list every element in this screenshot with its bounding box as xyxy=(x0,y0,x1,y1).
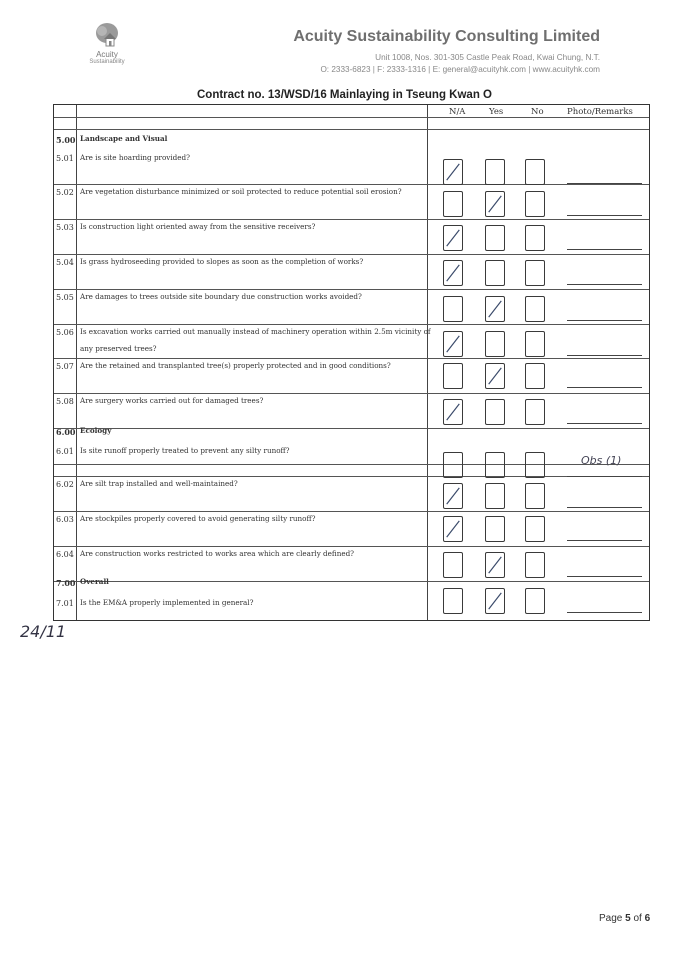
checkbox-na[interactable] xyxy=(443,191,463,217)
checkbox-na[interactable] xyxy=(443,260,463,286)
check-mark-icon xyxy=(486,297,504,321)
checkbox-na[interactable] xyxy=(443,225,463,251)
checkbox-no[interactable] xyxy=(525,260,545,286)
checkbox-no[interactable] xyxy=(525,452,545,478)
logo-text: Acuity xyxy=(96,50,118,59)
checkbox-no[interactable] xyxy=(525,191,545,217)
checkbox-yes[interactable] xyxy=(485,296,505,322)
checkbox-yes[interactable] xyxy=(485,159,505,185)
item-question: Is construction light oriented away from the sensitive receivers? xyxy=(80,222,316,231)
page-total: 6 xyxy=(644,913,651,924)
checkbox-na[interactable] xyxy=(443,483,463,509)
item-question: Is excavation works carried out manually instead of machinery operation within 2.5m vicinity of xyxy=(80,327,431,336)
tree-house-icon xyxy=(94,22,120,50)
item-question: Are stockpiles properly covered to avoid generating silty runoff? xyxy=(80,514,316,523)
section-number: 6.00 xyxy=(56,427,76,437)
company-address xyxy=(320,52,600,76)
checkbox-yes[interactable] xyxy=(485,225,505,251)
checkbox-yes[interactable] xyxy=(485,260,505,286)
check-mark-icon xyxy=(444,160,462,184)
remarks-line xyxy=(567,576,642,577)
remarks-line xyxy=(567,183,642,184)
contact-line: O: 2333-6823 | F: 2333-1316 | E: general@acuityhk.com | www.acuityhk.com xyxy=(320,65,600,74)
check-mark-icon xyxy=(486,589,504,613)
checkbox-yes[interactable] xyxy=(485,363,505,389)
checkbox-no[interactable] xyxy=(525,399,545,425)
item-question: Are construction works restricted to works area which are clearly defined? xyxy=(80,549,355,558)
item-number: 5.08 xyxy=(56,397,74,406)
checkbox-no[interactable] xyxy=(525,296,545,322)
column-header-no: No xyxy=(531,107,544,117)
check-mark-icon xyxy=(486,364,504,388)
remarks-line xyxy=(567,320,642,321)
checkbox-na[interactable] xyxy=(443,296,463,322)
remarks-line xyxy=(567,387,642,388)
checkbox-yes[interactable] xyxy=(485,452,505,478)
column-divider xyxy=(427,105,428,620)
checkbox-no[interactable] xyxy=(525,516,545,542)
check-mark-icon xyxy=(486,553,504,577)
item-question: Are is site hoarding provided? xyxy=(80,153,190,162)
item-number: 5.02 xyxy=(56,188,74,197)
checkbox-yes[interactable] xyxy=(485,399,505,425)
row-divider xyxy=(54,117,649,118)
item-question: Are surgery works carried out for damaged trees? xyxy=(80,396,264,405)
column-header-na: N/A xyxy=(449,107,466,117)
contract-title: Contract no. 13/WSD/16 Mainlaying in Tseung Kwan O xyxy=(197,89,492,101)
page-label: Page xyxy=(599,913,623,924)
item-number: 5.05 xyxy=(56,293,74,302)
column-header-remarks: Photo/Remarks xyxy=(567,107,633,117)
row-divider xyxy=(54,581,649,582)
remarks-line xyxy=(567,215,642,216)
page-of: of xyxy=(633,913,642,924)
remarks-line xyxy=(567,476,642,477)
check-mark-icon xyxy=(444,226,462,250)
checkbox-no[interactable] xyxy=(525,552,545,578)
remarks-line xyxy=(567,507,642,508)
check-mark-icon xyxy=(444,400,462,424)
handwritten-date: 24/11 xyxy=(20,622,67,641)
remarks-line xyxy=(567,612,642,613)
section-title: Overall xyxy=(80,577,109,586)
remarks-line xyxy=(567,355,642,356)
checkbox-no[interactable] xyxy=(525,483,545,509)
column-divider xyxy=(76,105,77,620)
item-question-continued: any preserved trees? xyxy=(80,344,157,353)
remarks-line xyxy=(567,540,642,541)
section-title: Ecology xyxy=(80,426,112,435)
handwritten-remark: Obs (1) xyxy=(581,454,622,467)
checklist-table xyxy=(53,104,650,621)
checkbox-na[interactable] xyxy=(443,588,463,614)
item-question: Is the EM&A properly implemented in general? xyxy=(80,598,254,607)
remarks-line xyxy=(567,423,642,424)
check-mark-icon xyxy=(444,484,462,508)
checkbox-no[interactable] xyxy=(525,159,545,185)
item-number: 5.07 xyxy=(56,362,74,371)
checkbox-yes[interactable] xyxy=(485,516,505,542)
checkbox-yes[interactable] xyxy=(485,483,505,509)
item-question: Are the retained and transplanted tree(s) properly protected and in good conditions? xyxy=(80,361,391,370)
logo-subtext: Sustainability xyxy=(89,59,125,65)
checkbox-no[interactable] xyxy=(525,225,545,251)
checkbox-na[interactable] xyxy=(443,399,463,425)
item-number: 7.01 xyxy=(56,599,74,608)
company-logo xyxy=(82,22,132,66)
check-mark-icon xyxy=(444,517,462,541)
item-number: 6.01 xyxy=(56,447,74,456)
column-header-yes: Yes xyxy=(489,107,504,117)
checkbox-na[interactable] xyxy=(443,363,463,389)
checkbox-yes[interactable] xyxy=(485,552,505,578)
checkbox-no[interactable] xyxy=(525,363,545,389)
check-mark-icon xyxy=(444,332,462,356)
checkbox-na[interactable] xyxy=(443,516,463,542)
checkbox-na[interactable] xyxy=(443,159,463,185)
item-question: Are damages to trees outside site boundary due construction works avoided? xyxy=(80,292,362,301)
checkbox-no[interactable] xyxy=(525,588,545,614)
checkbox-yes[interactable] xyxy=(485,191,505,217)
item-number: 5.01 xyxy=(56,154,74,163)
checkbox-na[interactable] xyxy=(443,331,463,357)
item-question: Are silt trap installed and well-maintained? xyxy=(80,479,238,488)
checkbox-yes[interactable] xyxy=(485,331,505,357)
checkbox-na[interactable] xyxy=(443,552,463,578)
page-number xyxy=(599,913,650,924)
item-number: 6.04 xyxy=(56,550,74,559)
check-mark-icon xyxy=(486,192,504,216)
item-question: Is site runoff properly treated to prevent any silty runoff? xyxy=(80,446,290,455)
item-number: 5.06 xyxy=(56,328,74,337)
checkbox-yes[interactable] xyxy=(485,588,505,614)
section-number: 5.00 xyxy=(56,135,76,145)
row-divider xyxy=(54,428,649,429)
item-number: 6.03 xyxy=(56,515,74,524)
page-current: 5 xyxy=(625,913,631,924)
check-mark-icon xyxy=(444,261,462,285)
section-number: 7.00 xyxy=(56,578,76,588)
checkbox-na[interactable] xyxy=(443,452,463,478)
address-line: Unit 1008, Nos. 301-305 Castle Peak Road, Kwai Chung, N.T. xyxy=(375,53,600,62)
company-name: Acuity Sustainability Consulting Limited xyxy=(293,28,600,45)
section-title: Landscape and Visual xyxy=(80,134,168,143)
item-number: 6.02 xyxy=(56,480,74,489)
item-number: 5.03 xyxy=(56,223,74,232)
remarks-line xyxy=(567,284,642,285)
item-question: Are vegetation disturbance minimized or soil protected to reduce potential soil erosion? xyxy=(80,187,402,196)
checkbox-no[interactable] xyxy=(525,331,545,357)
remarks-line xyxy=(567,249,642,250)
row-divider xyxy=(54,464,649,465)
item-question: Is grass hydroseeding provided to slopes as soon as the completion of works? xyxy=(80,257,364,266)
item-number: 5.04 xyxy=(56,258,74,267)
